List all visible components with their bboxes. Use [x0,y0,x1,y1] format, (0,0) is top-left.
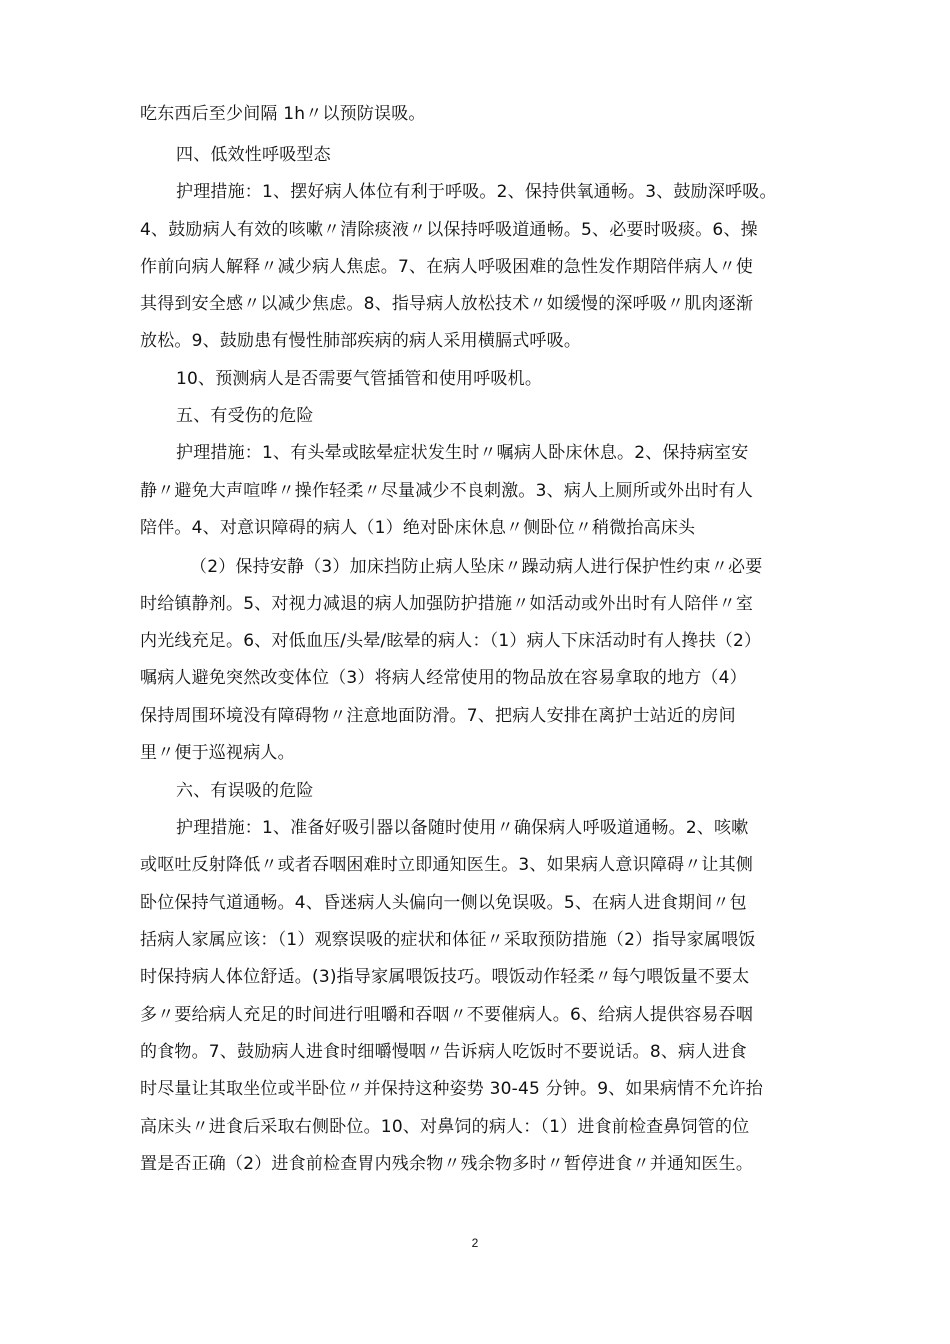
text-line: 置是否正确（2）进食前检查胃内残余物〃残余物多时〃暂停进食〃并通知医生。 [140,1154,754,1174]
page-number: 2 [471,1236,479,1250]
text-line: 4、鼓励病人有效的咳嗽〃清除痰液〃以保持呼吸道通畅。5、必要时吸痰。6、操 [140,220,758,240]
text-line: 时尽量让其取坐位或半卧位〃并保持这种姿势 30-45 分钟。9、如果病情不允许抬 [140,1079,764,1099]
text-line: 保持周围环境没有障碍物〃注意地面防滑。7、把病人安排在离护士站近的房间 [140,706,736,726]
text-line: 或呕吐反射降低〃或者吞咽困难时立即通知医生。3、如果病人意识障碍〃让其侧 [140,855,754,875]
text-line: 高床头〃进食后采取右侧卧位。10、对鼻饲的病人：（1）进食前检查鼻饲管的位 [140,1117,750,1137]
text-line: 里〃便于巡视病人。 [140,743,295,763]
text-line: 卧位保持气道通畅。4、昏迷病人头偏向一侧以免误吸。5、在病人进食期间〃包 [140,893,747,913]
text-line: 的食物。7、鼓励病人进食时细嚼慢咽〃告诉病人吃饭时不要说话。8、病人进食 [140,1042,747,1062]
section-heading: 六、有误吸的危险 [176,781,314,801]
text-line: 时保持病人体位舒适。(3)指导家属喂饭技巧。喂饭动作轻柔〃每勺喂饭量不要太 [140,967,750,987]
section-heading: 四、低效性呼吸型态 [176,145,331,165]
text-line: 10、预测病人是否需要气管插管和使用呼吸机。 [176,369,543,389]
text-line: 护理措施：1、有头晕或眩晕症状发生时〃嘱病人卧床休息。2、保持病室安 [176,443,749,463]
text-line: 陪伴。4、对意识障碍的病人（1）绝对卧床休息〃侧卧位〃稍微抬高床头 [140,518,696,538]
text-line: 护理措施：1、准备好吸引器以备随时使用〃确保病人呼吸道通畅。2、咳嗽 [176,818,749,838]
text-line: 作前向病人解释〃减少病人焦虑。7、在病人呼吸困难的急性发作期陪伴病人〃使 [140,257,754,277]
text-line: 静〃避免大声喧哗〃操作轻柔〃尽量减少不良刺激。3、病人上厕所或外出时有人 [140,481,754,501]
text-line: 时给镇静剂。5、对视力减退的病人加强防护措施〃如活动或外出时有人陪伴〃室 [140,594,754,614]
text-line: 护理措施：1、摆好病人体位有利于呼吸。2、保持供氧通畅。3、鼓励深呼吸。 [176,182,777,202]
section-heading: 五、有受伤的危险 [176,406,314,426]
text-line: 嘱病人避免突然改变体位（3）将病人经常使用的物品放在容易拿取的地方（4） [140,668,747,688]
text-line: （2）保持安静（3）加床挡防止病人坠床〃躁动病人进行保护性约束〃必要 [190,557,763,577]
text-line: 多〃要给病人充足的时间进行咀嚼和吞咽〃不要催病人。6、给病人提供容易吞咽 [140,1005,754,1025]
text-line: 括病人家属应该：（1）观察误吸的症状和体征〃采取预防措施（2）指导家属喂饭 [140,930,756,950]
text-line: 放松。9、鼓励患有慢性肺部疾病的病人采用横膈式呼吸。 [140,331,582,351]
text-line: 内光线充足。6、对低血压/头晕/眩晕的病人：（1）病人下床活动时有人搀扶（2） [140,631,762,651]
text-line: 吃东西后至少间隔 1h〃以预防误吸。 [140,104,426,124]
text-line: 其得到安全感〃以减少焦虑。8、指导病人放松技术〃如缓慢的深呼吸〃肌肉逐渐 [140,294,754,314]
